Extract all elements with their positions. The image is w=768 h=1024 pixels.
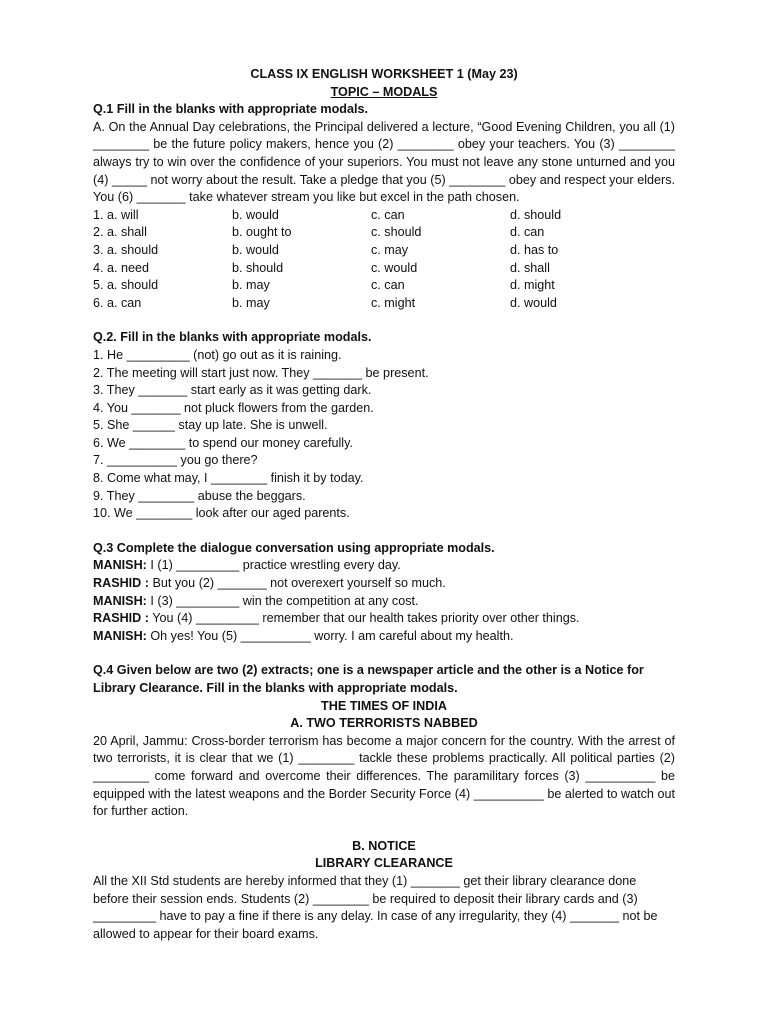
dialogue-line [93, 628, 675, 646]
spacer [93, 312, 675, 329]
spacer [93, 821, 675, 838]
option-d: d. might [510, 278, 555, 293]
dialogue-line [93, 593, 675, 611]
q3-heading: Q.3 Complete the dialogue conversation using appropriate modals. [93, 540, 495, 555]
option-b: b. may [232, 295, 270, 310]
q3-dialogue [93, 557, 675, 645]
dialogue-line [93, 557, 675, 575]
q2-item: 7. __________ you go there? [93, 453, 258, 468]
option-a: 1. a. will [93, 207, 139, 222]
q1-heading: Q.1 Fill in the blanks with appropriate modals. [93, 102, 369, 117]
speaker-name: MANISH: [93, 558, 147, 573]
speaker-name: RASHID : [93, 611, 149, 626]
q2-item: 6. We ________ to spend our money carefully. [93, 435, 353, 450]
q1-passage: A. On the Annual Day celebrations, the Principal delivered a lecture, “Good Evening Children, you all (1) ________ be the future policy makers, hence you (2) ________ obey your teachers. You (3) ________ always try to win over the confidence of your superiors. You must not leave any stone unturned and you (4) _____ not worry about the result. Take a pledge that you (5) ________ obey and respect your elders. You (6) _______ take whatever stream you like but excel in the path chosen. [93, 119, 675, 205]
q1-option-row-3 [93, 242, 675, 260]
newspaper-name: THE TIMES OF INDIA [321, 698, 447, 713]
option-c: c. should [371, 225, 422, 240]
q4-heading: Q.4 Given below are two (2) extracts; one is a newspaper article and the other is a Notice for Library Clearance. Fill in the blanks with appropriate modals. [93, 663, 644, 695]
option-b: b. should [232, 260, 284, 275]
speaker-name: MANISH: [93, 593, 147, 608]
option-a: 6. a. can [93, 295, 142, 310]
dialogue-text: Oh yes! You (5) __________ worry. I am careful about my health. [146, 628, 514, 643]
q1-option-row-2 [93, 224, 675, 242]
worksheet-title: CLASS IX ENGLISH WORKSHEET 1 (May 23) [250, 67, 518, 81]
q2-item: 5. She ______ stay up late. She is unwell. [93, 418, 328, 433]
q2-item: 2. The meeting will start just now. They _______ be present. [93, 365, 429, 380]
spacer [93, 523, 675, 540]
dialogue-text: You (4) _________ remember that our health takes priority over other things. [148, 611, 580, 626]
option-d: d. can [510, 225, 545, 240]
dialogue-line [93, 610, 675, 628]
topic-text: TOPIC – MODALS [330, 84, 438, 99]
option-c: c. may [371, 242, 409, 257]
q1-option-row-5 [93, 277, 675, 295]
option-d: d. shall [510, 260, 550, 275]
notice-subtitle: LIBRARY CLEARANCE [315, 856, 453, 871]
option-c: c. might [371, 295, 416, 310]
speaker-name: MANISH: [93, 628, 147, 643]
notice-title: B. NOTICE [352, 838, 416, 853]
q1-options [93, 207, 675, 313]
dialogue-line [93, 575, 675, 593]
dialogue-text: I (3) _________ win the competition at any cost. [146, 593, 419, 608]
dialogue-text: But you (2) _______ not overexert yourself so much. [148, 576, 446, 591]
option-b: b. ought to [232, 225, 292, 240]
article-text: 20 April, Jammu: Cross-border terrorism has become a major concern for the country. With the arrest of two terrorists, it is clear that we (1) ________ tackle these problems practically. All political parties (2) ________ come forward and overcome their differences. The paramilitary forces (3) __________ be equipped with the latest weapons and the Border Security Force (4) __________ be alerted to watch out for further action. [93, 733, 675, 819]
option-b: b. would [232, 207, 279, 222]
option-c: c. can [371, 207, 405, 222]
option-a: 2. a. shall [93, 225, 147, 240]
option-c: c. can [371, 278, 405, 293]
q1-option-row-6 [93, 295, 675, 313]
option-d: d. should [510, 207, 562, 222]
option-b: b. would [232, 242, 279, 257]
q2-item: 9. They ________ abuse the beggars. [93, 488, 306, 503]
q2-item: 4. You _______ not pluck flowers from the garden. [93, 400, 374, 415]
topic-heading [93, 84, 675, 102]
option-c: c. would [371, 260, 418, 275]
q1-option-row-1 [93, 207, 675, 225]
spacer [93, 645, 675, 662]
q2-item: 10. We ________ look after our aged parents. [93, 506, 350, 521]
q2-item: 3. They _______ start early as it was getting dark. [93, 383, 372, 398]
option-a: 3. a. should [93, 242, 159, 257]
dialogue-text: I (1) _________ practice wrestling every day. [146, 558, 401, 573]
worksheet-page [93, 66, 675, 943]
article-title: A. TWO TERRORISTS NABBED [290, 716, 478, 731]
q2-item: 1. He _________ (not) go out as it is raining. [93, 347, 342, 362]
q1-option-row-4 [93, 260, 675, 278]
speaker-name: RASHID : [93, 576, 149, 591]
option-d: d. would [510, 295, 557, 310]
option-a: 5. a. should [93, 278, 159, 293]
option-b: b. may [232, 278, 270, 293]
notice-text: All the XII Std students are hereby informed that they (1) _______ get their library clearance done before their session ends. Students (2) ________ be required to deposit their library cards and (3) _________ have to pay a fine if there is any delay. In case of any irregularity, they (4) _______ not be allowed to appear for their board exams. [93, 873, 658, 941]
q2-item: 8. Come what may, I ________ finish it by today. [93, 471, 364, 486]
option-a: 4. a. need [93, 260, 150, 275]
q2-heading: Q.2. Fill in the blanks with appropriate modals. [93, 330, 372, 345]
q2-list [93, 347, 675, 523]
option-d: d. has to [510, 242, 559, 257]
